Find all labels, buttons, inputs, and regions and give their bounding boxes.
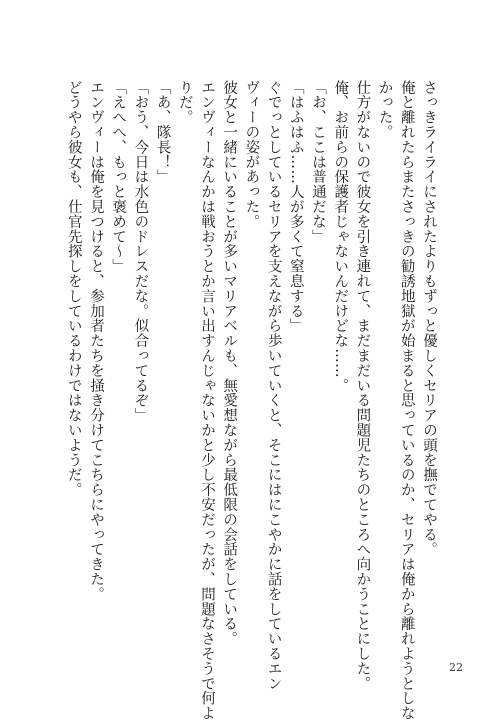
text-line-13: 「あ、隊長！」	[154, 80, 171, 185]
text-line-12: りだ。	[176, 80, 193, 125]
text-line-15: 「えへへ、もっと褒めて〜」	[110, 80, 127, 274]
text-line-7: 「はふはふ……人が多くて窒息する」	[287, 80, 304, 334]
text-line-17: どうやら彼女も、仕官先探しをしているわけではないようだ。	[65, 80, 82, 498]
text-line-3: かった。	[376, 80, 393, 140]
page-number: 22	[449, 661, 463, 674]
text-line-9: ヴィーの姿があった。	[243, 80, 260, 229]
text-line-1: さっきライライにされたよりもずっと優しくセリアの頭を撫でてやる。	[421, 80, 437, 557]
text-line-11: エンヴィーなんかは戦おうとか言い出すんじゃないかと少し不安だったが、問題なさそうで何よ	[198, 80, 215, 721]
text-line-8: ぐでっとしているセリアを支えながら歩いていくと、そこにはにこやかに話をしているエン	[265, 80, 282, 691]
text-line-2: 俺と離れたらまたさっきの勧誘地獄が始まると思っているのか、セリアは俺から離れようとしな	[398, 80, 415, 721]
text-line-14: 「おう、今日は水色のドレスだな。似合ってるぞ」	[132, 80, 149, 423]
text-line-10: 彼女と一緒にいることが多いマリアベルも、無愛想ながら最低限の会話をしている。	[221, 80, 238, 647]
text-line-4: 仕方がないので彼女を引き連れて、まだまだいる問題児たちのところへ向かうことにした。	[354, 80, 371, 691]
text-line-16: エンヴィーは俺を見つけると、参加者たちを掻き分けてこちらにやってきた。	[87, 80, 104, 602]
text-line-5: 俺、お前らの保護者じゃないんだけどな……。	[332, 80, 349, 393]
text-line-6: 「お、ここは普通だな」	[309, 80, 326, 244]
vertical-text-body	[63, 80, 440, 721]
